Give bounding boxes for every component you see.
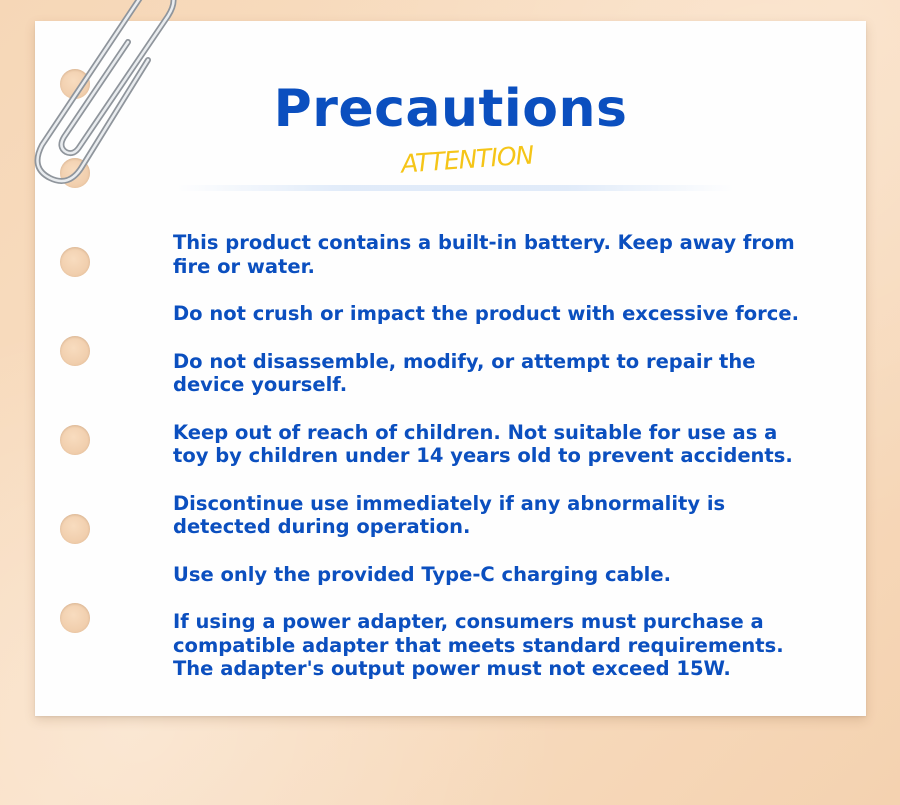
precautions-list [173, 231, 813, 705]
page-title: Precautions [273, 79, 628, 139]
precaution-item: Keep out of reach of children. Not suitable for use as a toy by children under 14 years old to prevent accidents. [173, 420, 793, 467]
binder-hole-icon [60, 425, 90, 455]
precaution-item: Do not crush or impact the product with excessive force. [173, 302, 799, 325]
binder-hole-icon [60, 247, 90, 277]
precaution-item: If using a power adapter, consumers must purchase a compatible adapter that meets standard requirements. The adapter's output power must not exceed 15W. [173, 610, 784, 680]
binder-hole-icon [60, 514, 90, 544]
precaution-item: Do not disassemble, modify, or attempt to repair the device yourself. [173, 349, 756, 396]
binder-hole-icon [60, 603, 90, 633]
attention-label: ATTENTION [400, 140, 535, 179]
precaution-item: Use only the provided Type-C charging cable. [173, 562, 671, 586]
precaution-item: This product contains a built-in battery. Keep away from fire or water. [173, 231, 795, 278]
binder-hole-icon [60, 336, 90, 366]
precaution-item: Discontinue use immediately if any abnormality is detected during operation. [173, 491, 726, 538]
title-divider [175, 185, 735, 191]
paperclip-icon [28, 0, 178, 200]
